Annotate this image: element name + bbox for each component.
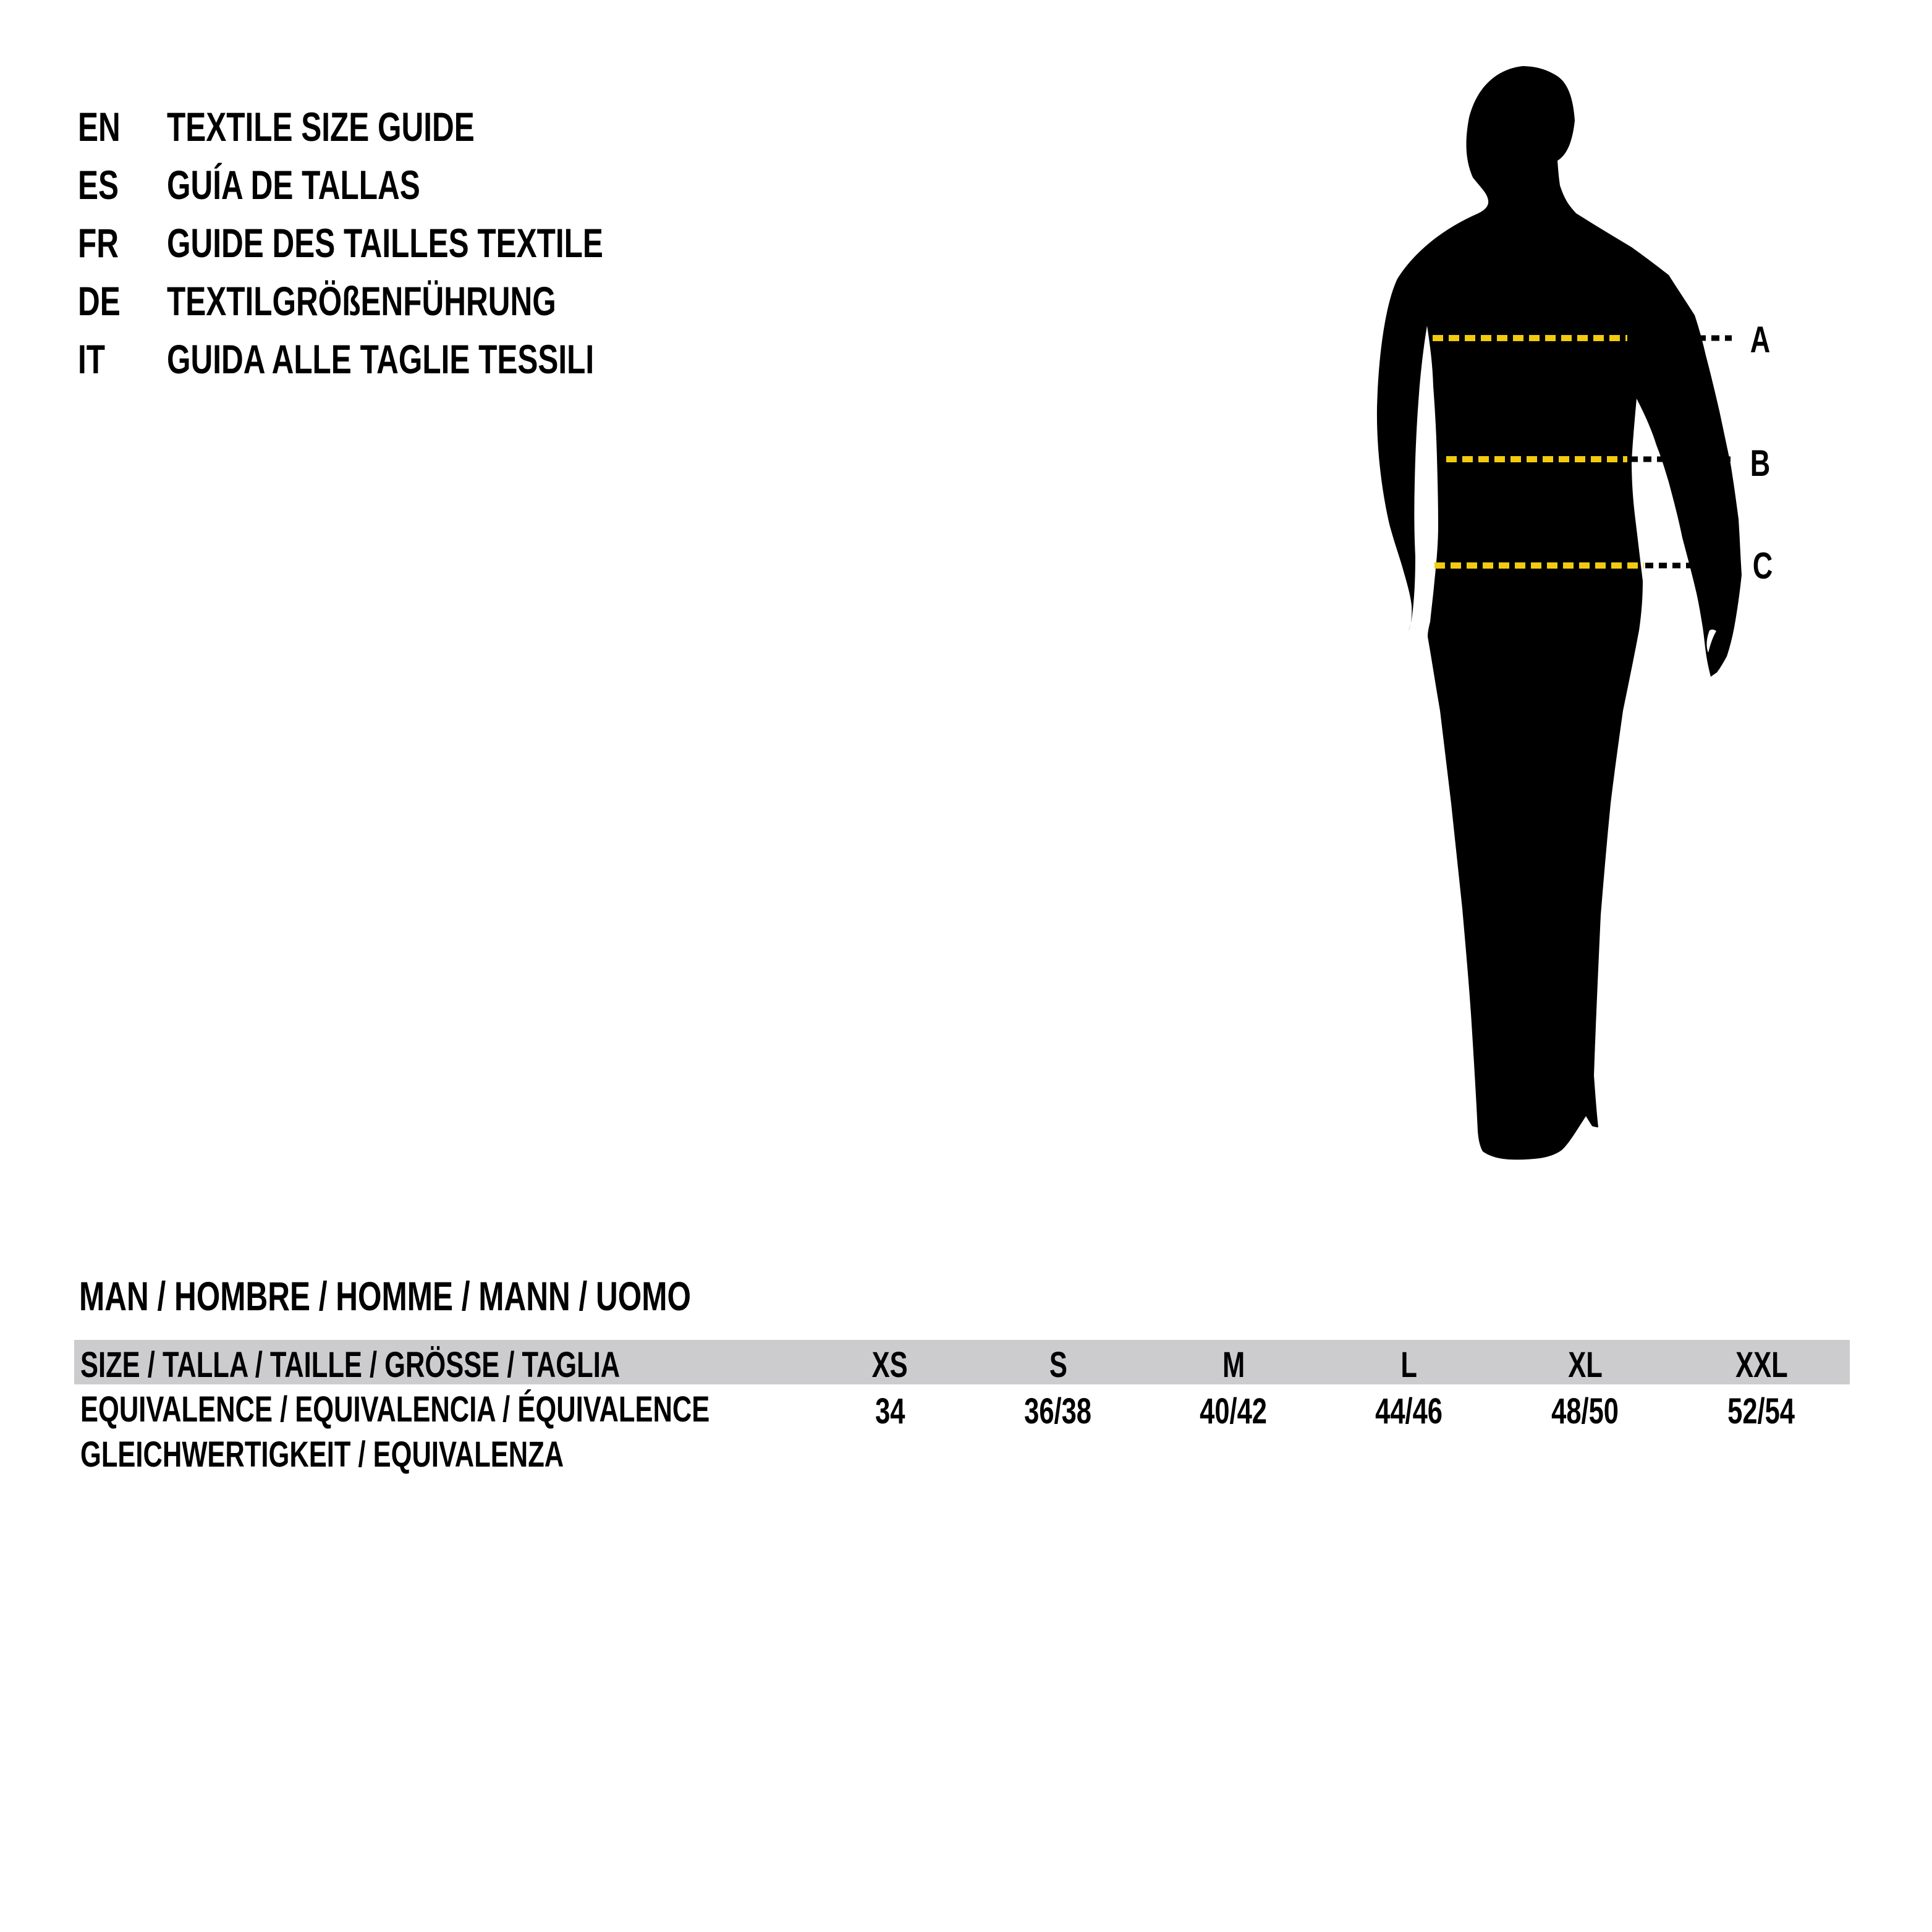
- size-label: M: [1222, 1345, 1245, 1385]
- language-code: FR: [78, 220, 119, 266]
- size-col-s: [965, 1347, 1151, 1383]
- language-title: GUIDE DES TAILLES TEXTILE: [167, 220, 603, 266]
- size-col-xl: [1493, 1347, 1678, 1383]
- equivalence-value: 40/42: [1200, 1391, 1268, 1431]
- equivalence-value: 44/46: [1375, 1391, 1443, 1431]
- size-col-xxl: [1669, 1347, 1854, 1383]
- equivalence-value-m: [1141, 1391, 1326, 1431]
- equivalence-row-label-wrap: [80, 1389, 920, 1431]
- size-label: XL: [1568, 1345, 1603, 1385]
- section-title-wrap: [79, 1273, 895, 1319]
- equivalence-value-xl: [1493, 1391, 1678, 1431]
- size-label: XXL: [1735, 1345, 1788, 1385]
- language-code: ES: [78, 162, 119, 208]
- man-silhouette: [1377, 66, 1742, 1159]
- equivalence-value-xs: [797, 1391, 983, 1431]
- language-title: GUIDA ALLE TAGLIE TESSILI: [167, 336, 595, 382]
- language-title: TEXTILE SIZE GUIDE: [167, 104, 475, 150]
- size-label: S: [1049, 1345, 1067, 1385]
- language-code: DE: [78, 278, 121, 324]
- size-row-header: SIZE / TALLA / TAILLE / GRÖSSE / TAGLIA: [80, 1345, 621, 1385]
- man-measurement-figure: [1298, 49, 1854, 1193]
- size-label: L: [1400, 1345, 1418, 1385]
- measure-label-a: A: [1750, 319, 1771, 361]
- equivalence-value-l: [1316, 1391, 1502, 1431]
- equivalence-value: 34: [875, 1391, 905, 1431]
- language-code: IT: [78, 336, 105, 382]
- size-col-l: [1316, 1347, 1502, 1383]
- language-title: GUÍA DE TALLAS: [167, 162, 420, 208]
- section-title: MAN / HOMBRE / HOMME / MANN / UOMO: [79, 1273, 691, 1319]
- equivalence-row-label2-wrap: [80, 1434, 725, 1475]
- size-label: XS: [871, 1345, 909, 1385]
- size-col-xs: [797, 1347, 983, 1383]
- equivalence-value-xxl: [1669, 1391, 1854, 1431]
- equivalence-value: 36/38: [1024, 1391, 1092, 1431]
- equivalence-value: 48/50: [1551, 1391, 1619, 1431]
- equivalence-row-label2: GLEICHWERTIGKEIT / EQUIVALENZA: [80, 1434, 564, 1475]
- equivalence-value: 52/54: [1727, 1391, 1795, 1431]
- measure-label-c: C: [1752, 545, 1773, 587]
- equivalence-row-label: EQUIVALENCE / EQUIVALENCIA / ÉQUIVALENCE: [80, 1389, 710, 1430]
- equivalence-value-s: [965, 1391, 1151, 1431]
- language-title: TEXTILGRÖßENFÜHRUNG: [167, 278, 556, 324]
- size-row-header-wrap: [80, 1347, 800, 1383]
- size-col-m: [1141, 1347, 1326, 1383]
- language-code: EN: [78, 104, 121, 150]
- measure-label-b: B: [1750, 443, 1771, 485]
